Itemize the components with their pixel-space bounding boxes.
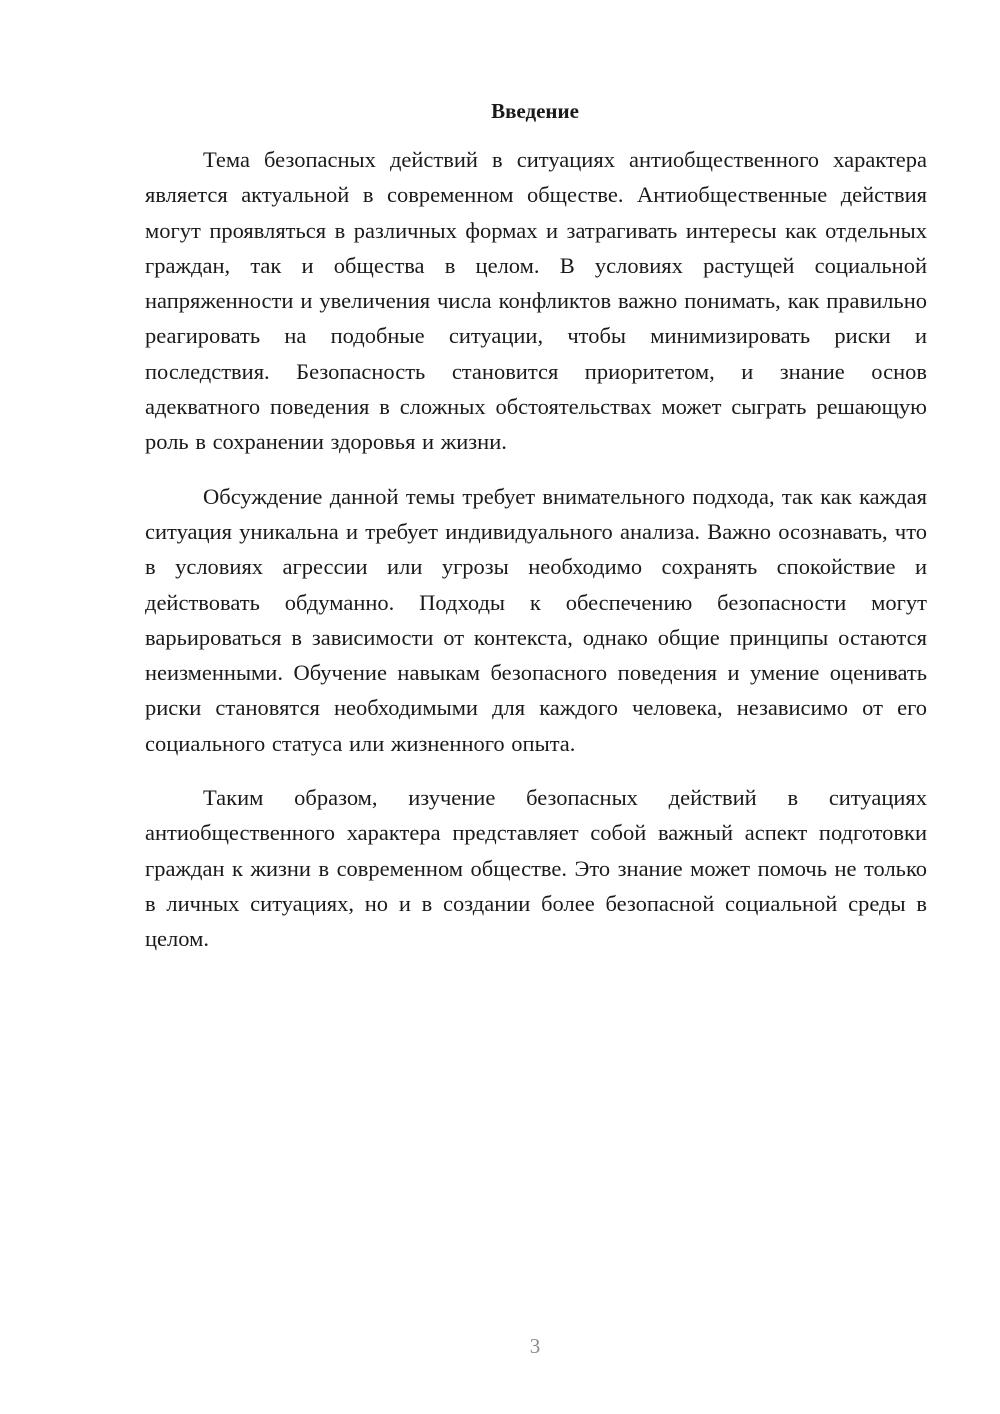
body-text <box>145 142 927 957</box>
paragraph-2: Обсуждение данной темы требует внимательного подхода, так как каждая ситуация уникальна и требует индивидуального анализа. Важно осознавать, что в условиях агрессии или угрозы необходимо сохранять спокойствие и действовать обдуманно. Подходы к обеспечению безопасности могут варьироваться в зависимости от контекста, однако общие принципы остаются неизменными. Обучение навыкам безопасного поведения и умение оценивать риски становятся необходимыми для каждого человека, независимо от его социального статуса или жизненного опыта. <box>145 483 927 756</box>
section-title: Введение <box>491 99 579 123</box>
page-number: 3 <box>529 1334 541 1358</box>
paragraph-1: Тема безопасных действий в ситуациях антиобщественного характера является актуальной в современном обществе. Антиобщественные действия могут проявляться в различных формах и затрагивать интересы как отдельных граждан, так и общества в целом. В условиях растущей социальной напряженности и увеличения числа конфликтов важно понимать, как правильно реагировать на подобные ситуации, чтобы минимизировать риски и последствия. Безопасность становится приоритетом, и знание основ адекватного поведения в сложных обстоятельствах может сыграть решающую роль в сохранении здоровья и жизни. <box>145 147 927 455</box>
paragraph-3: Таким образом, изучение безопасных действий в ситуациях антиобщественного характера представляет собой важный аспект подготовки граждан к жизни в современном обществе. Это знание может помочь не только в личных ситуациях, но и в создании более безопасной социальной среды в целом. <box>145 785 927 952</box>
